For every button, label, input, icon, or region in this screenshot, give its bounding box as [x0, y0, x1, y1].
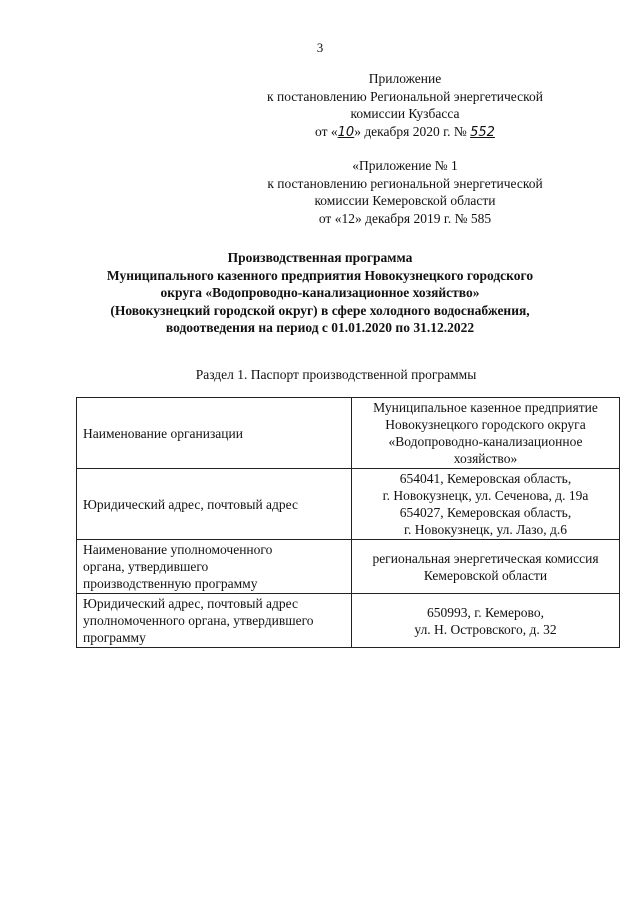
label-text: уполномоченного органа, утвердившего — [83, 613, 314, 628]
attachment-line: комиссии Кузбасса — [350, 106, 460, 121]
attachment-line: к постановлению Региональной энергетической — [267, 88, 543, 104]
section-heading: Раздел 1. Паспорт производственной программы — [195, 367, 477, 382]
attachment-line: «Приложение № 1 — [352, 158, 458, 173]
attachment-header — [240, 70, 570, 141]
attachment-line: Приложение — [368, 71, 442, 86]
title-line: (Новокузнецкий городской округ) в сфере холодного водоснабжения, — [110, 302, 530, 318]
title-line: водоотведения на период с 01.01.2020 по 31.12.2022 — [165, 320, 475, 335]
date-middle: » декабря 2020 г. № — [354, 123, 467, 139]
value-text: 650993, г. Кемерово, — [427, 604, 544, 620]
page-number: 3 — [316, 40, 324, 55]
value-text: 654027, Кемеровская область, — [399, 505, 572, 520]
handwritten-number: 552 — [470, 124, 495, 140]
value-text: г. Новокузнецк, ул. Сеченова, д. 19а — [382, 488, 589, 503]
value-text: 654041, Кемеровская область, — [399, 471, 572, 486]
attachment-date-line — [240, 123, 570, 142]
title-line: Производственная программа — [227, 250, 413, 265]
date-prefix: от « — [315, 123, 338, 139]
value-text: Кемеровской области — [423, 567, 548, 583]
value-text: ул. Н. Островского, д. 32 — [414, 621, 557, 637]
passport-table — [76, 397, 620, 648]
label-cell — [77, 469, 352, 540]
label-text: Юридический адрес, почтовый адрес — [83, 496, 298, 512]
attachment-line: к постановлению региональной энергетической — [267, 175, 543, 191]
label-text: Наименование организации — [83, 425, 243, 441]
previous-attachment-header — [240, 157, 570, 227]
value-cell — [352, 594, 620, 648]
title-line: Муниципального казенного предприятия Новокузнецкого городского — [106, 267, 534, 283]
table-row — [77, 540, 620, 594]
label-cell — [77, 540, 352, 594]
title-line: округа «Водопроводно-канализационное хозяйство» — [160, 285, 480, 300]
label-text: программу — [83, 630, 146, 645]
label-text: Юридический адрес, почтовый адрес — [83, 596, 298, 611]
label-text: производственную программу — [83, 576, 258, 591]
label-text: органа, утвердившего — [83, 559, 209, 574]
document-title — [60, 249, 580, 337]
value-text: Муниципальное казенное предприятие — [373, 400, 598, 415]
value-cell — [352, 398, 620, 469]
label-cell — [77, 594, 352, 648]
value-text: г. Новокузнецк, ул. Лазо, д.6 — [403, 522, 568, 537]
value-text: региональная энергетическая комиссия — [372, 550, 599, 566]
value-cell — [352, 469, 620, 540]
value-text: хозяйство» — [453, 451, 518, 466]
attachment-line: комиссии Кемеровской области — [314, 193, 496, 208]
attachment-line: от «12» декабря 2019 г. № 585 — [318, 210, 492, 226]
table-row — [77, 398, 620, 469]
value-text: «Водопроводно-канализационное — [388, 434, 583, 449]
table-row — [77, 469, 620, 540]
label-text: Наименование уполномоченного — [83, 542, 273, 557]
value-cell — [352, 540, 620, 594]
table-row — [77, 594, 620, 648]
value-text: Новокузнецкого городского округа — [385, 417, 586, 432]
label-cell — [77, 398, 352, 469]
handwritten-day: 10 — [337, 124, 355, 140]
